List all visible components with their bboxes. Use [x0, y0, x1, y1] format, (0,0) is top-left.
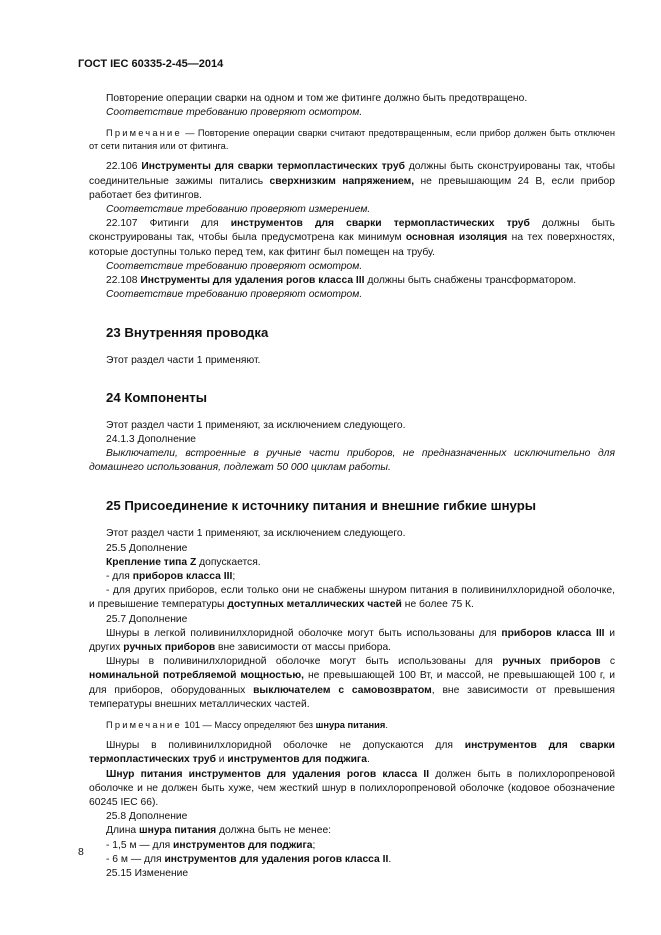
list-item: - для приборов класса III;	[106, 571, 236, 583]
compliance-check: Соответствие требованию проверяют осмотром.	[106, 260, 363, 272]
page-body	[89, 92, 615, 881]
paragraph: Выключатели, встроенные в ручные части приборов, не предназначенных исключительно для домашнего использования, подлежат 50 000 циклам работы.	[89, 448, 615, 474]
subclause-label: 25.7 Дополнение	[106, 613, 188, 625]
list-item: - для других приборов, если только они не снабжены шнуром питания в поливинилхлоридной оболочке, и превышение температуры доступных металлических частей не более 75 К.	[89, 585, 615, 611]
paragraph: Этот раздел части 1 применяют.	[106, 355, 261, 367]
subclause-label: 24.1.3 Дополнение	[106, 433, 196, 445]
paragraph: Шнуры в легкой поливинилхлоридной оболочке могут быть использованы для приборов класса III и других ручных приборов вне зависимости от массы прибора.	[89, 627, 615, 654]
clause-22-107: 22.107 Фитинги для инструментов для сварки термопластических труб должны быть сконструированы так, чтобы была предусмотрена как минимум основная изоляция на тех поверхностях, которые доступны только перед тем, как фитинг был помещен на трубу.	[89, 218, 615, 258]
note: Примечание — Повторение операции сварки считают предотвращенным, если прибор должен быть отключен от сети питания или от фитинга.	[89, 128, 615, 152]
note: Примечание 101 — Массу определяют без шнура питания.	[106, 720, 388, 731]
paragraph: Этот раздел части 1 применяют, за исключением следующего.	[106, 528, 406, 540]
paragraph: Повторение операции сварки на одном и том же фитинге должно быть предотвращено.	[106, 93, 528, 104]
section-heading-25: 25 Присоединение к источнику питания и внешние гибкие шнуры	[106, 498, 537, 514]
subclause-label: 25.5 Дополнение	[106, 542, 188, 554]
list-item: - 1,5 м — для инструментов для поджига;	[106, 839, 316, 851]
subclause-label: 25.8 Дополнение	[106, 811, 188, 823]
paragraph: Длина шнура питания должна быть не менее:	[106, 825, 332, 837]
note-label: Примечание	[106, 128, 182, 139]
section-heading-24: 24 Компоненты	[106, 389, 208, 405]
paragraph: Этот раздел части 1 применяют, за исключением следующего.	[106, 419, 406, 431]
compliance-check: Соответствие требованию проверяют осмотром.	[106, 289, 363, 301]
clause-22-108: 22.108 Инструменты для удаления рогов класса III должны быть снабжены трансформатором.	[106, 275, 577, 287]
compliance-check: Соответствие требованию проверяют осмотром.	[106, 107, 363, 119]
note-label: Примечание	[106, 720, 182, 731]
paragraph: Крепление типа Z допускается.	[106, 556, 261, 568]
paragraph: Шнуры в поливинилхлоридной оболочке могут быть использованы для ручных приборов с номинальной потребляемой мощностью, не превышающей 100 Вт, и массой, не превышающей 100 г, и для приборов, оборудованных выключателем с самовозвратом, вне зависимости от превышения температуры внешних металлических частей.	[89, 656, 616, 710]
paragraph: Шнур питания инструментов для удаления рогов класса II должен быть в полихлоропреновой оболочке и не должен быть хуже, чем жесткий шнур в полихлоропреновой оболочке (кодовое обозначение 60245 IEC 66).	[89, 768, 615, 808]
paragraph: Шнуры в поливинилхлоридной оболочке не допускаются для инструментов для сварки термопластических труб и инструментов для поджига.	[89, 740, 615, 766]
compliance-check: Соответствие требованию проверяют измерением.	[106, 204, 371, 216]
section-heading-23: 23 Внутренняя проводка	[106, 325, 269, 341]
page-number: 8	[78, 846, 84, 858]
document-header: ГОСТ IEC 60335-2-45—2014	[78, 58, 224, 70]
clause-22-106: 22.106 Инструменты для сварки термопластических труб должны быть сконструированы так, чтобы соединительные зажимы питались сверхнизким напряжением, не превышающим 24 В, если прибор работает без фитингов.	[89, 161, 615, 201]
subclause-label: 25.15 Изменение	[106, 867, 189, 879]
list-item: - 6 м — для инструментов для удаления рогов класса II.	[106, 853, 392, 865]
